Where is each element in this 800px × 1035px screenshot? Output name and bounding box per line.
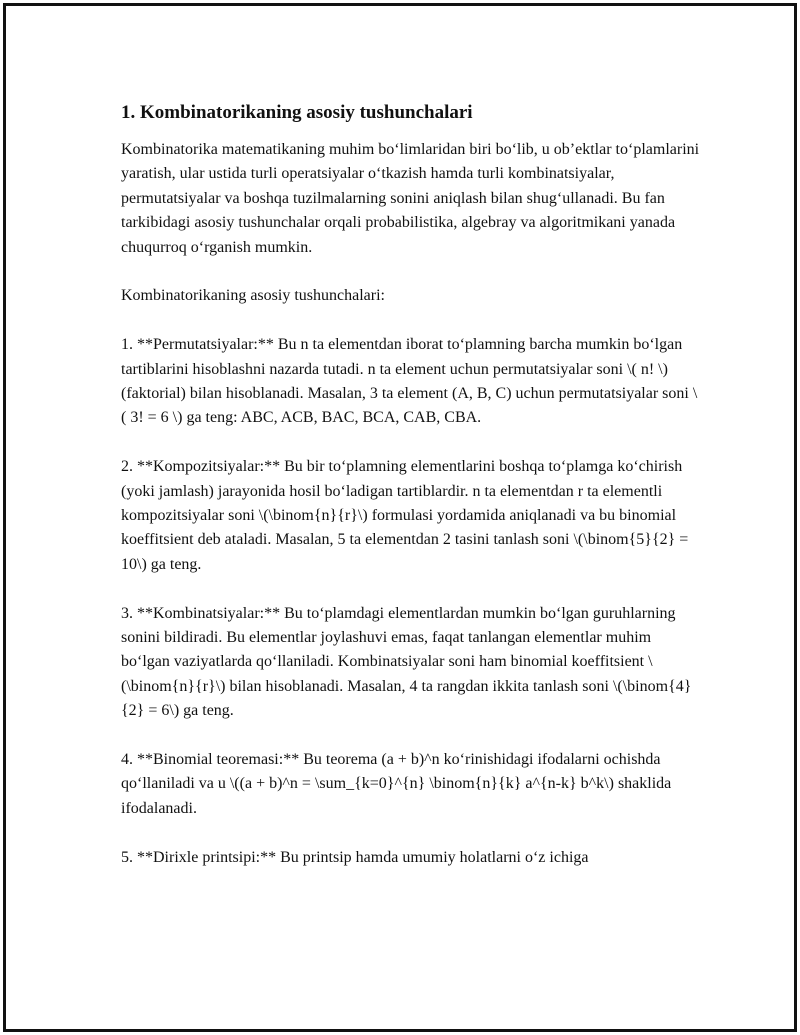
combinations-paragraph: 3. **Kombinatsiyalar:** Bu to‘plamdagi elementlardan mumkin bo‘lgan guruhlarning sonini bildiradi. Bu elementlar joylashuvi emas, faqat tanlangan elementlar muhim bo‘lgan vaziyatlarda qo‘llaniladi. Kombinatsiyalar soni ham binomial koeffitsient \(\binom{n}{r}\) bilan hisoblanadi. Masalan, 4 ta rangdan ikkita tanlash soni \(\binom{4}{2} = 6\) ga teng. [121, 604, 692, 720]
document-body [121, 100, 701, 894]
concepts-intro-paragraph: Kombinatorikaning asosiy tushunchalari: [121, 287, 385, 305]
binomial-theorem-paragraph: 4. **Binomial teoremasi:** Bu teorema (a + b)^n ko‘rinishidagi ifodalarni ochishda qo‘llaniladi va u \((a + b)^n = \sum_{k=0}^{n} \binom{n}{k} a^{n-k} b^k\) shaklida ifodalanadi. [121, 751, 672, 817]
compositions-paragraph: 2. **Kompozitsiyalar:** Bu bir to‘plamning elementlarini boshqa to‘plamga ko‘chirish (yoki jamlash) jarayonida hosil bo‘ladigan tartiblardir. n ta elementdan r ta elementli kompozitsiyalar soni \(\binom{n}{r}\) formulasi yordamida aniqlanadi va bu binomial koeffitsient deb ataladi. Masalan, 5 ta elementdan 2 tasini tanlash soni \(\binom{5}{2} = 10\) ga teng. [121, 458, 689, 573]
dirichlet-principle-paragraph: 5. **Dirixle printsipi:** Bu printsip hamda umumiy holatlarni o‘z ichiga [121, 848, 589, 866]
page-frame [3, 3, 797, 1032]
intro-paragraph: Kombinatorika matematikaning muhim bo‘limlaridan biri bo‘lib, u ob’ektlar to‘plamlarini yaratish, ular ustida turli operatsiyalar o‘tkazish hamda turli kombinatsiyalar, permutatsiyalar va boshqa tuzilmalarning sonini aniqlash bilan shug‘ullanadi. Bu fan tarkibidagi asosiy tushunchalar orqali probabilistika, algebray va algoritmikani yanada chuqurroq o‘rganish mumkin. [121, 141, 700, 256]
section-heading: 1. Kombinatorikaning asosiy tushunchalari [121, 102, 473, 123]
permutations-paragraph: 1. **Permutatsiyalar:** Bu n ta elementdan iborat to‘plamning barcha mumkin bo‘lgan tartiblarini hisoblashni nazarda tutadi. n ta element uchun permutatsiyalar soni \( n! \) (faktorial) bilan hisoblanadi. Masalan, 3 ta element (A, B, C) uchun permutatsiyalar soni \( 3! = 6 \) ga teng: ABC, ACB, BAC, BCA, CAB, CBA. [121, 336, 698, 427]
